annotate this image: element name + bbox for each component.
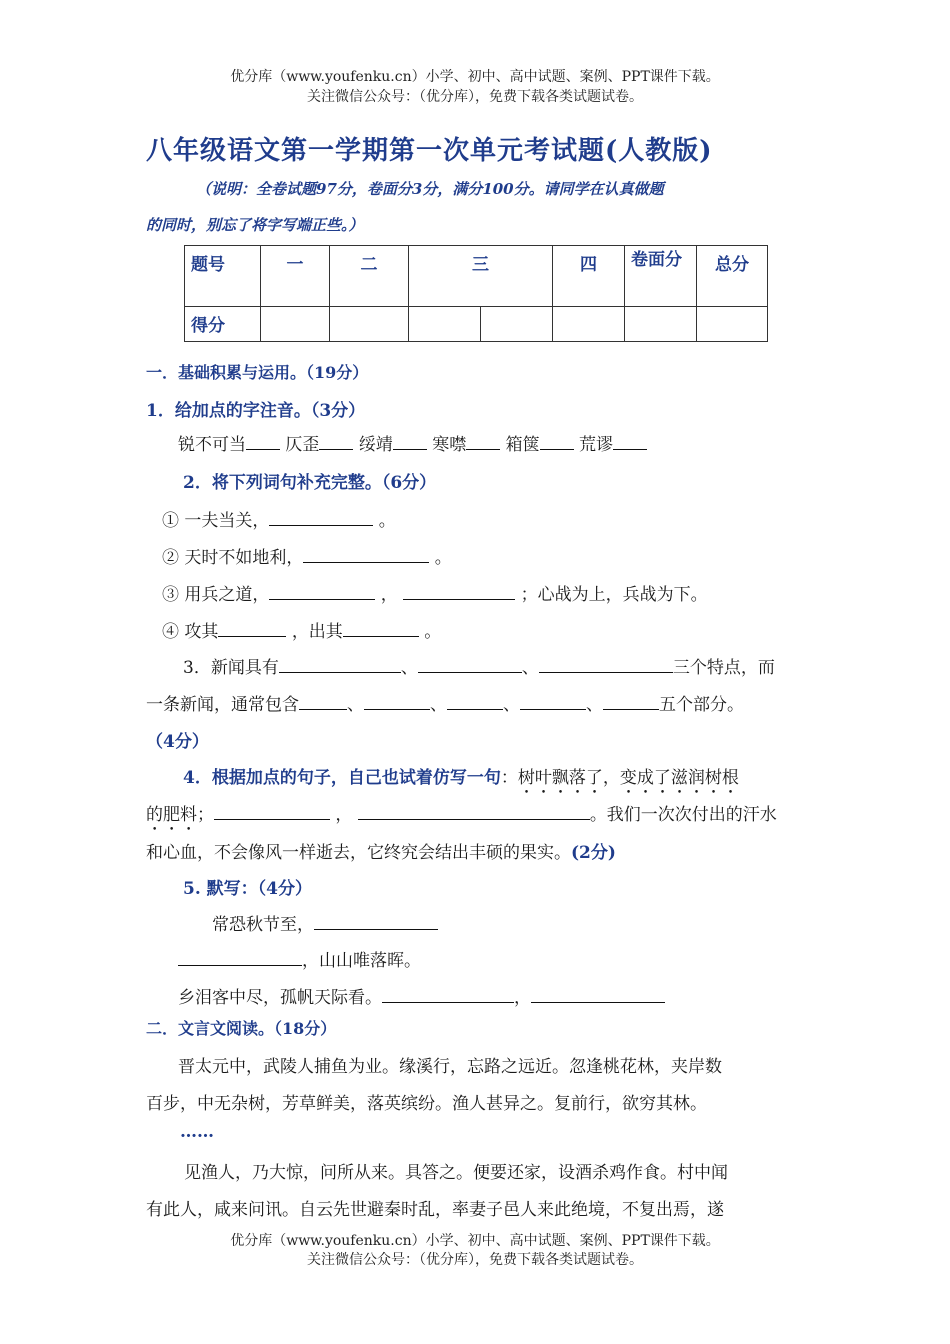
q3-text-d: 五个部分。 (659, 695, 744, 715)
answer-blank[interactable] (539, 658, 673, 673)
answer-blank[interactable] (393, 435, 427, 450)
answer-blank[interactable] (279, 658, 401, 673)
q4-colon: ： (500, 768, 518, 788)
answer-blank[interactable] (314, 915, 438, 930)
q1-item: 绥靖 (358, 435, 393, 455)
row-label-score: 得分 (185, 307, 261, 342)
passage-line: 有此人，咸来问讯。自云先世避秦时乱，率妻子邑人来此绝境，不复出焉，遂 (146, 1200, 724, 1220)
q4-line2: 的肥料； ， 。我们一次次付出的汗水 (146, 805, 777, 825)
q2-line (183, 468, 436, 493)
answer-blank[interactable] (343, 622, 419, 637)
answer-blank[interactable] (418, 658, 522, 673)
score-table (184, 245, 768, 342)
page-footer-line2: 关注微信公众号：（优分库），免费下载各类试题试卷。 (307, 1252, 643, 1268)
score-cell[interactable] (330, 307, 409, 342)
page-header-line1: 优分库（www.youfenku.cn）小学、初中、高中试题、案例、PPT课件下载。 (230, 69, 720, 85)
answer-blank[interactable] (358, 805, 590, 820)
q2-label: 2．将下列词句补充完整 (183, 473, 365, 493)
q4-dotted-sentence-end: 的肥料 (146, 805, 197, 825)
q5-line1 (212, 910, 438, 935)
q2-line2: ② 天时不如地利， 。 (162, 548, 452, 568)
q2-item-3a: ③ 用兵之道， (162, 585, 270, 605)
q2-item-4a: ④ 攻其 (162, 622, 219, 642)
q4-text-2: 和心血，不会像风一样逝去，它终究会结出丰硕的果实。 (146, 843, 571, 863)
q1-item: 荒谬 (579, 435, 614, 455)
answer-blank[interactable] (218, 622, 286, 637)
q2-item-2: ② 天时不如地利， (162, 548, 304, 568)
q4-dotted-sentence: 树叶飘落了，变成了滋润树根 (517, 768, 739, 788)
q4-label: 4．根据加点的句子，自己也试着仿写一句 (183, 768, 501, 788)
answer-blank[interactable] (319, 435, 353, 450)
passage-line: 见渔人，乃大惊，问所从来。具答之。便要还家，设酒杀鸡作食。村中闻 (184, 1163, 728, 1183)
score-cell[interactable] (697, 307, 768, 342)
q1-label: 1．给加点的字注音 (146, 401, 294, 421)
exam-title: 八年级语文第一学期第一次单元考试题(人教版) (146, 136, 713, 166)
q2-item-1: ① 一夫当关， (162, 511, 270, 531)
answer-blank[interactable] (364, 695, 430, 710)
page-header-line2: 关注微信公众号：（优分库），免费下载各类试题试卷。 (307, 89, 643, 105)
q2-item-3b: ；心战为上，兵战为下。 (520, 585, 708, 605)
q4-line3 (146, 838, 616, 863)
answer-blank[interactable] (269, 511, 373, 526)
header-cell-3: 三 (409, 246, 553, 307)
answer-blank[interactable] (403, 585, 515, 600)
q5-line2 (178, 946, 421, 971)
q3-line1: 3．新闻具有 、 、 三个特点，而 (183, 658, 775, 678)
q2-item-4b: ，出其 (291, 622, 343, 642)
score-cell[interactable] (409, 307, 481, 342)
q5-line3: 乡泪客中尽，孤帆天际看。 ， (178, 983, 665, 1008)
q1-line (146, 396, 365, 421)
q5-label: 5. 默写：（4分） (183, 879, 312, 899)
answer-blank[interactable] (269, 585, 375, 600)
answer-blank[interactable] (382, 988, 514, 1003)
q5-text-3: 乡泪客中尽，孤帆天际看。 (178, 988, 382, 1008)
exam-note-line1: （说明：全卷试题97分，卷面分3分，满分100分。请同学在认真做题 (196, 180, 664, 198)
answer-blank[interactable] (540, 435, 574, 450)
q2-line3: ③ 用兵之道， ， ；心战为上，兵战为下。 (162, 585, 708, 605)
q1-item: 寒噤 (432, 435, 467, 455)
answer-blank[interactable] (246, 435, 280, 450)
passage-line: 晋太元中，武陵人捕鱼为业。缘溪行，忘路之远近。忽逢桃花林，夹岸数 (178, 1057, 722, 1077)
page-footer-line1: 优分库（www.youfenku.cn）小学、初中、高中试题、案例、PPT课件下载。 (230, 1233, 720, 1249)
answer-blank[interactable] (531, 988, 665, 1003)
section2-heading-line (146, 1016, 336, 1039)
answer-blank[interactable] (466, 435, 500, 450)
answer-blank[interactable] (299, 695, 347, 710)
q2-line1: ① 一夫当关， 。 (162, 511, 396, 531)
answer-blank[interactable] (520, 695, 586, 710)
passage-line: 百步，中无杂树，芳草鲜美，落英缤纷。渔人甚异之。复前行，欲穷其林。 (146, 1094, 707, 1114)
header-cell-2: 二 (330, 246, 409, 307)
q1-item: 锐不可当 (178, 435, 246, 455)
section1-heading: 一．基础积累与运用。（19分） (146, 363, 369, 382)
section2-heading: 二．文言文阅读 (146, 1019, 259, 1038)
answer-blank[interactable] (447, 695, 503, 710)
answer-blank[interactable] (214, 805, 330, 820)
answer-blank[interactable] (178, 951, 302, 966)
score-cell[interactable] (553, 307, 625, 342)
q4-line1 (183, 763, 739, 798)
header-cell-1: 一 (261, 246, 330, 307)
answer-blank[interactable] (613, 435, 647, 450)
header-cell-total: 总分 (697, 246, 768, 307)
answer-blank[interactable] (603, 695, 659, 710)
q5-text-1: 常恐秋节至， (212, 915, 314, 935)
score-cell[interactable] (261, 307, 330, 342)
header-cell-presentation: 卷面分 (625, 246, 697, 307)
q1-items-line (178, 430, 647, 455)
q3-text-a: 3．新闻具有 (183, 658, 279, 678)
q3-text-c: 一条新闻，通常包含 (146, 695, 299, 715)
q1-points: 。（3分） (293, 401, 366, 421)
header-cell-4: 四 (553, 246, 625, 307)
q2-points: 。（6分） (364, 473, 437, 493)
q5-text-2: ，山山唯落晖。 (302, 951, 421, 971)
section2-points: 。（18分） (258, 1019, 337, 1038)
q3-line2: 一条新闻，通常包含 、 、 、 、 五个部分。 (146, 695, 744, 715)
score-cell[interactable] (481, 307, 553, 342)
q1-item: 仄歪 (285, 435, 320, 455)
q3-text-b: 三个特点，而 (672, 658, 775, 678)
answer-blank[interactable] (303, 548, 429, 563)
passage-ellipsis: …… (180, 1122, 214, 1142)
q1-item: 箱箧 (505, 435, 540, 455)
q2-line4: ④ 攻其 ，出其 。 (162, 622, 442, 642)
exam-note-line2: 的同时，别忘了将字写端正些。） (146, 216, 364, 234)
score-cell[interactable] (625, 307, 697, 342)
q4-text: 。我们一次次付出的汗水 (589, 805, 777, 825)
q4-points: (2分) (571, 843, 616, 863)
q3-points: （4分） (146, 732, 209, 752)
header-cell-number: 题号 (185, 246, 261, 307)
